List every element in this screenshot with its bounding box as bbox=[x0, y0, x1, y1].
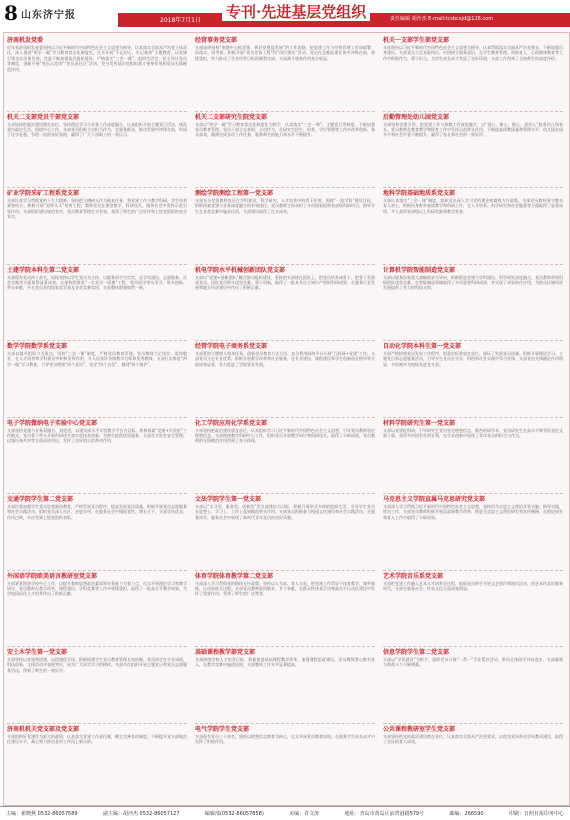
article-title: 文法学院学生第一党支部 bbox=[195, 496, 262, 503]
article-body: 支部以“党建+创新团队”模式推动组织建设，坚持把支部建在团队上，把党员培养成骨干，把骨干发展成党员。团队党员带头攻坚克难、勇于创新，取得了一批具有自主知识产权的科研成果，在服务行业发展和地方经济建设中作出了积极贡献。 bbox=[195, 274, 375, 291]
article-title: 矿业学院采矿工程系党支部 bbox=[7, 190, 80, 197]
article bbox=[195, 36, 375, 109]
article bbox=[7, 113, 187, 186]
divider bbox=[383, 417, 563, 418]
article-title: 马克思主义学院直属马克思研究党支部 bbox=[383, 496, 486, 503]
article-title: 济南机发党委 bbox=[7, 37, 44, 44]
article-title: 测绘学院测绘工程第一党支部 bbox=[195, 190, 274, 197]
divider bbox=[383, 340, 563, 341]
article-body: 支部坚持把政治建设放在首位，认真组织学习习近平新时代中国特色社会主义思想，引导党员教师坚定理想信念。支部围绕教学科研中心工作，组织党员开展教学研讨和科研攻关，取得了丰硕成果，党员教师的先锋模范作用得到了充分体现。 bbox=[195, 427, 375, 444]
article-title: 地科学院基础地质系党支部 bbox=[383, 190, 456, 197]
divider bbox=[7, 570, 187, 571]
article bbox=[383, 419, 563, 492]
article bbox=[7, 495, 187, 568]
footer-address: 地址：青岛市黄岛区前湾港路579号 bbox=[344, 811, 425, 817]
article-title: 经营事务党支部 bbox=[195, 37, 238, 44]
article-body: 支部现有党员三十余名，坚持以理想信念教育为核心，扎实开展党员教育培训，在服务学生成长成才中发挥了积极作用。 bbox=[195, 733, 375, 744]
divider bbox=[7, 111, 187, 112]
article-body: 支部以“学风建设”为抓手，组织党员开展“一帮一”学业帮扶活动，带动全体同学共同进步，支部凝聚力和战斗力不断增强。 bbox=[383, 657, 563, 668]
divider bbox=[383, 493, 563, 494]
article-title: 机关二支部党员干部党支部 bbox=[7, 113, 80, 121]
article-title: 电气学院学生党支部 bbox=[195, 725, 250, 733]
divider bbox=[7, 340, 187, 341]
article-body: 支部把党建工作融入艺术人才培养全过程，组织党员师生开展文艺创作和演出活动，用艺术作品讴歌新时代，支部在服务社会、传承文化方面成效明显。 bbox=[383, 580, 563, 591]
article-body: 支部坚持把党的政治建设摆在首位，认真落实全面从严治党要求，以优良党风带动学风教风建设，取得了良好的育人成效。 bbox=[383, 733, 563, 744]
article-title: 化工学院应用化学系党支部 bbox=[195, 419, 268, 427]
footer bbox=[0, 806, 570, 820]
section-title: 专刊·先进基层党组织 bbox=[222, 3, 370, 21]
divider bbox=[195, 417, 375, 418]
divider bbox=[195, 723, 375, 724]
article-body: 支部坚持党建与业务双融合、双促进，以建设高水平实验教学平台为目标，积极探索“党建+实验室”工作模式。党员骨干带头开展科研攻关和实验技术创新，为师生提供优质服务，支部在实验室安全管理、仪器设备共享等方面成绩突出，发挥了良好的示范带动作用。 bbox=[7, 427, 187, 444]
article bbox=[195, 266, 375, 339]
article-title: 机关一支部学生部党支部 bbox=[383, 37, 450, 44]
article bbox=[195, 572, 375, 645]
newspaper-logo: 山东济宁报 bbox=[21, 10, 76, 21]
article bbox=[383, 648, 563, 721]
article bbox=[383, 113, 563, 186]
article bbox=[195, 725, 375, 798]
footer-designer: 美编：许文涛 bbox=[289, 811, 320, 817]
footer-printer: 印刷：日照日报印务中心 bbox=[508, 811, 564, 817]
divider bbox=[195, 493, 375, 494]
article-body: 支部紧紧围绕学校中心工作，以提升教师思想政治素质和业务能力为着力点，扎实开展理论学习和教学研讨。党员教师在教学改革、课程建设、学科竞赛等工作中勇挑重担，取得了一批高水平教学成果，为学校国际化人才培养作出了积极贡献。 bbox=[7, 580, 187, 597]
article-title: 交通学院学生第二党支部 bbox=[7, 496, 74, 503]
article-title: 土建学院本科生第二党支部 bbox=[7, 266, 80, 274]
divider bbox=[195, 264, 375, 265]
article bbox=[7, 189, 187, 262]
article bbox=[195, 342, 375, 415]
article-body: 支部现有党员四十余名，始终坚持以学生党员为主体、以服务同学为宗旨，在学风建设、志愿服务、社会实践等方面取得显著成效。支部持续推进“一名党员一面旗”工程，党员同学带头学习、带头创新、带头奉献，多名党员获得国家奖学金及各类竞赛奖项，支部整体面貌焕然一新。 bbox=[7, 274, 187, 291]
footer-editor: 主编：翟晓燕 0532-86057589 bbox=[6, 811, 78, 817]
article-body: 支部坚持以党建带团建，以团建促学风，积极构建学生党员教育管理长效机制。党员同学在学业成绩、科技创新、文体活动中表现突出，成为广大同学学习的榜样。支部多次组织开展主题党日和党员志愿服务活动，得到了师生的一致好评。 bbox=[7, 657, 187, 673]
divider bbox=[7, 417, 187, 418]
article bbox=[195, 648, 375, 721]
article-body: 支部严格按照党员发展工作程序，把政治标准放在首位，保证了发展党员质量。积极开展理论学习、主题党日和志愿服务活动，引导学生党员在学业、科创和社会实践中争当先锋，支部党员先锋模范作用明显，多次被评为校级先进党支部。 bbox=[383, 351, 563, 367]
footer-newsroom: 编辑部(0532-86057858) bbox=[204, 811, 264, 817]
divider bbox=[7, 264, 187, 265]
article-body: 支部坚持党建引领，把党建工作与保教工作深度融合，以“爱心、耐心、细心、责任心”服务幼儿和家长。党员教师在教育教学和保育工作中发挥示范带头作用，不断提高保教质量和管理水平，幼儿园办园水平和社会声誉不断提升，赢得了家长和社会的一致好评。 bbox=[383, 121, 563, 138]
divider bbox=[383, 646, 563, 647]
article-body: 支部始终坚持“围绕中心抓党建、抓好党建促发展”的工作思路，把党建工作与经营管理工作同部署、同落实、同考核。积极开展“党员先锋工程”和“岗位建功”活动，党员在急难险重任务中冲锋在前、勇挑重担，有力推动了企业经营目标的顺利完成，支部战斗堡垒作用充分彰显。 bbox=[195, 45, 375, 61]
article-body: 支部以“学习型、服务型、创新型”党支部建设为目标，积极开展形式多样的组织生活，引导学生党员在思想上、学习上、工作上起到模范带头作用。支部党员积极参与校园文化建设和社会实践活动，在服务同学、服务社会中展现了新时代青年党员的良好风貌。 bbox=[195, 504, 375, 520]
article-body: 支部深入学习贯彻习近平新时代中国特色社会主义思想，坚持用马克思主义理论武装头脑、指导实践、推动工作。支部党员教师积极开展思政课教学改革，推进马克思主义理论研究和宣传阐释，在理论研究和育人工作中取得了丰硕成果。 bbox=[383, 504, 563, 520]
article-title: 机关二支部研究生院党支部 bbox=[195, 113, 268, 121]
article bbox=[383, 572, 563, 645]
divider bbox=[383, 723, 563, 724]
article bbox=[383, 495, 563, 568]
article-body: 支部始终把政治建设摆在首位，坚持理论学习与业务工作深度融合，认真组织开展主题党日活动，规范党内政治生活。围绕中心工作，支部党员积极主动担当作为，在服务群众、推动发展中冲锋在前，形成了比学赶超、争创一流的良好氛围，赢得了广大干部职工的一致认可。 bbox=[7, 121, 187, 138]
masthead bbox=[0, 0, 570, 31]
article bbox=[7, 266, 187, 339]
article-body: 支部坚持以习近平新时代中国特色社会主义思想为指导，认真贯彻落实全面从严治党要求，不断加强自身建设。支部党员立足本职岗位，牢固树立服务意识，在学生教育管理、资助育人、心理健康教育等工作中积极作为、勇于担当，为学生成长成才营造了良好环境，支部工作得到了全校师生的高度评价。 bbox=[383, 45, 563, 61]
article bbox=[195, 495, 375, 568]
article bbox=[383, 36, 563, 109]
article-body: 支部认真落实“三会一课”制度，组织党员深入学习党的理论和路线方针政策。支部党员教师坚守教书育人初心，积极投身野外地质教学和科研工作，在人才培养、科学研究和社会服务等方面取得了显著成绩，多人获得省部级以上科研奖励和教学荣誉。 bbox=[383, 198, 563, 214]
article bbox=[7, 342, 187, 415]
divider bbox=[383, 187, 563, 188]
divider bbox=[383, 264, 563, 265]
article-title: 机电学院水平机械创新团队党支部 bbox=[195, 266, 286, 274]
article-title: 材料学院研究生第一党支部 bbox=[383, 419, 456, 427]
article-body: 支部深入学习贯彻党的路线方针政策，坚持以人为本、育人为先，把党建工作贯穿于体育教学、课外锻炼、运动训练全过程。支部党员教师爱岗敬业、甘于奉献，在群众性体育活动和高水平运动队建设中发挥了重要作用，受到了师生的广泛赞誉。 bbox=[195, 580, 375, 597]
article-title: 体育学院体育教学第二党支部 bbox=[195, 572, 274, 580]
article-title: 经管学院电子商务系党支部 bbox=[195, 343, 268, 350]
article bbox=[7, 648, 187, 721]
article-body: 支部以提升组织力为重点，坚持“三会一课”制度，严格党员教育管理。党员教师立足岗位、爱岗敬业，在人才培养和学科建设中积极发挥作用，多人次获评各级教学名师和优秀教师。支部扎实推进“两学一做”学习教育，引导党员增强“四个意识”，坚定“四个自信”，做到“两个维护”。 bbox=[7, 351, 187, 367]
divider bbox=[195, 570, 375, 571]
divider bbox=[195, 646, 375, 647]
divider bbox=[195, 340, 375, 341]
article bbox=[7, 36, 187, 109]
article-title: 计算机学院智能制造党支部 bbox=[383, 266, 456, 274]
divider bbox=[383, 111, 563, 112]
article-body: 近年来济南机发党委坚持以习近平新时代中国特色社会主义思想为指导，认真落实全面从严治党主体责任，深入推进“两学一做”学习教育常态化制度化，扎实开展“不忘初心、牢记使命”主题教育，以党建引领企业改革发展。党委不断加强基层组织建设，严格落实“三会一课”、组织生活会、民主评议党员等制度，创新开展“党员示范岗”“党员责任区”活动，充分发挥基层党组织战斗堡垒作用和党员先锋模范作用。 bbox=[7, 45, 187, 72]
article-body: 支部注重加强学生党员思想政治教育，严格发展党员程序，提高发展党员质量。积极开展党员志愿服务和社会实践活动，组织党员深入社区、走进乡村，在服务社会中锤炼党性、增长才干。支部学风优良、作风过硬，多次受到上级党组织表彰。 bbox=[7, 504, 187, 520]
footer-postcode: 邮编：266590 bbox=[449, 811, 484, 817]
article-body: 支部把抓好党建作为最大的政绩，认真落实党建工作责任制，健全完善各项制度，不断提升党支部规范化建设水平，凝心聚力推动各项工作再上新台阶。 bbox=[7, 733, 187, 744]
divider bbox=[7, 187, 187, 188]
article bbox=[195, 189, 375, 262]
editor-info: 责任编辑 胡沙杰 E-mail:tcsbcxjd@126.com bbox=[390, 16, 494, 22]
article-body: 支部认真学习贯彻党的十九大精神，坚持把立德树人作为根本任务，将党建工作与教学科研、学生培养紧密结合。积极开展“双带头人”培育工程，教师党员在课堂教学、科研攻关、服务社会中发挥示范引领作用。支部组织建设规范有序，党员教育管理扎实有效，获得了师生的广泛好评和上级党组织的充分肯定。 bbox=[7, 198, 187, 220]
article bbox=[7, 572, 187, 645]
article-body: 支部紧扣立德树人根本任务，创新党员教育方式方法，充分利用网络平台开展“互联网+党建”工作。支部党员立足专业优势，积极开展教学改革和社会服务，在专业建设、课程建设和学生创新创业指导等方面成效显著，有力促进了学院事业发展。 bbox=[195, 351, 375, 367]
divider bbox=[195, 187, 375, 188]
article-title: 艺术学院音乐系党支部 bbox=[383, 572, 444, 580]
article-body: 支部以党建促科研，引导研究生党员坚定理想信念、刻苦钻研学术。党员研究生在高水平期刊发表论文数十篇，获得多项国家发明专利，在学术创新中展现了青年党员的担当与作为。 bbox=[383, 427, 563, 438]
divider bbox=[383, 570, 563, 571]
divider bbox=[7, 646, 187, 647]
issue-date: 2018年7月1日 bbox=[160, 17, 201, 24]
article-title: 电子学院微纳电子实验中心党支部 bbox=[7, 419, 98, 427]
footer-deputy-editor: 副主编：胡沙杰 0532-86057127 bbox=[102, 811, 180, 817]
article-title: 数学学院数学系党支部 bbox=[7, 343, 68, 350]
article bbox=[195, 419, 375, 492]
article-body: 支部充分发挥教师党员在学科建设、科学研究、人才培养中的骨干作用，围绕“一流学科”建设目标，积极探索党建与业务深度融合的有效途径。党员教师主持承担了多项国家级和省部级科研项目，指导学生在各类竞赛中屡获佳绩，支部建设取得了扎实成效。 bbox=[195, 198, 375, 214]
article-title: 济南机机关党支部及党支部 bbox=[7, 725, 80, 733]
article bbox=[7, 419, 187, 492]
divider bbox=[7, 493, 187, 494]
article-body: 支部围绕学校人才培养目标，积极推进基础课程教学改革，加强课程思政建设。党员教师潜心教书育人，在教学竞赛中屡创佳绩，支部整体工作水平显著提高。 bbox=[195, 657, 375, 668]
article bbox=[7, 725, 187, 798]
divider bbox=[195, 111, 375, 112]
article-title: 后勤管理处幼儿园党支部 bbox=[383, 113, 450, 121]
article-body: 支部以“两学一做”学习教育常态化制度化为抓手，认真落实“三会一课”、主题党日等制度，不断加强党员教育管理。党员干部立足本职、主动作为，在研究生招生、培养、学位管理等工作中改革创新、务实高效，圆满完成各项工作任务，服务师生的能力和水平不断提升。 bbox=[195, 121, 375, 138]
article-title: 安土木学生第一党支部 bbox=[7, 649, 68, 656]
article-title: 外国语学院欧美语言教研室党支部 bbox=[7, 572, 98, 580]
article bbox=[195, 113, 375, 186]
article-body: 支部以服务国家重大战略需求为导向，积极推进党建与学科建设、科学研究深度融合。党员教师带领科研团队攻坚克难，在智能制造领域取得了多项重要科研成果，并实现了成果转化应用，为推动区域经济发展提供了有力的科技支撑。 bbox=[383, 274, 563, 291]
article-title: 公共课程教研室学生党支部 bbox=[383, 725, 456, 733]
page-number: 8 bbox=[4, 1, 18, 25]
article-title: 自动化学院本科生第一党支部 bbox=[383, 343, 462, 350]
article-title: 信息学院学生第二党支部 bbox=[383, 649, 450, 656]
article bbox=[383, 725, 563, 798]
article bbox=[383, 342, 563, 415]
divider bbox=[7, 723, 187, 724]
article-title: 基础课程教学部党支部 bbox=[195, 649, 256, 656]
article bbox=[383, 266, 563, 339]
article bbox=[383, 189, 563, 262]
